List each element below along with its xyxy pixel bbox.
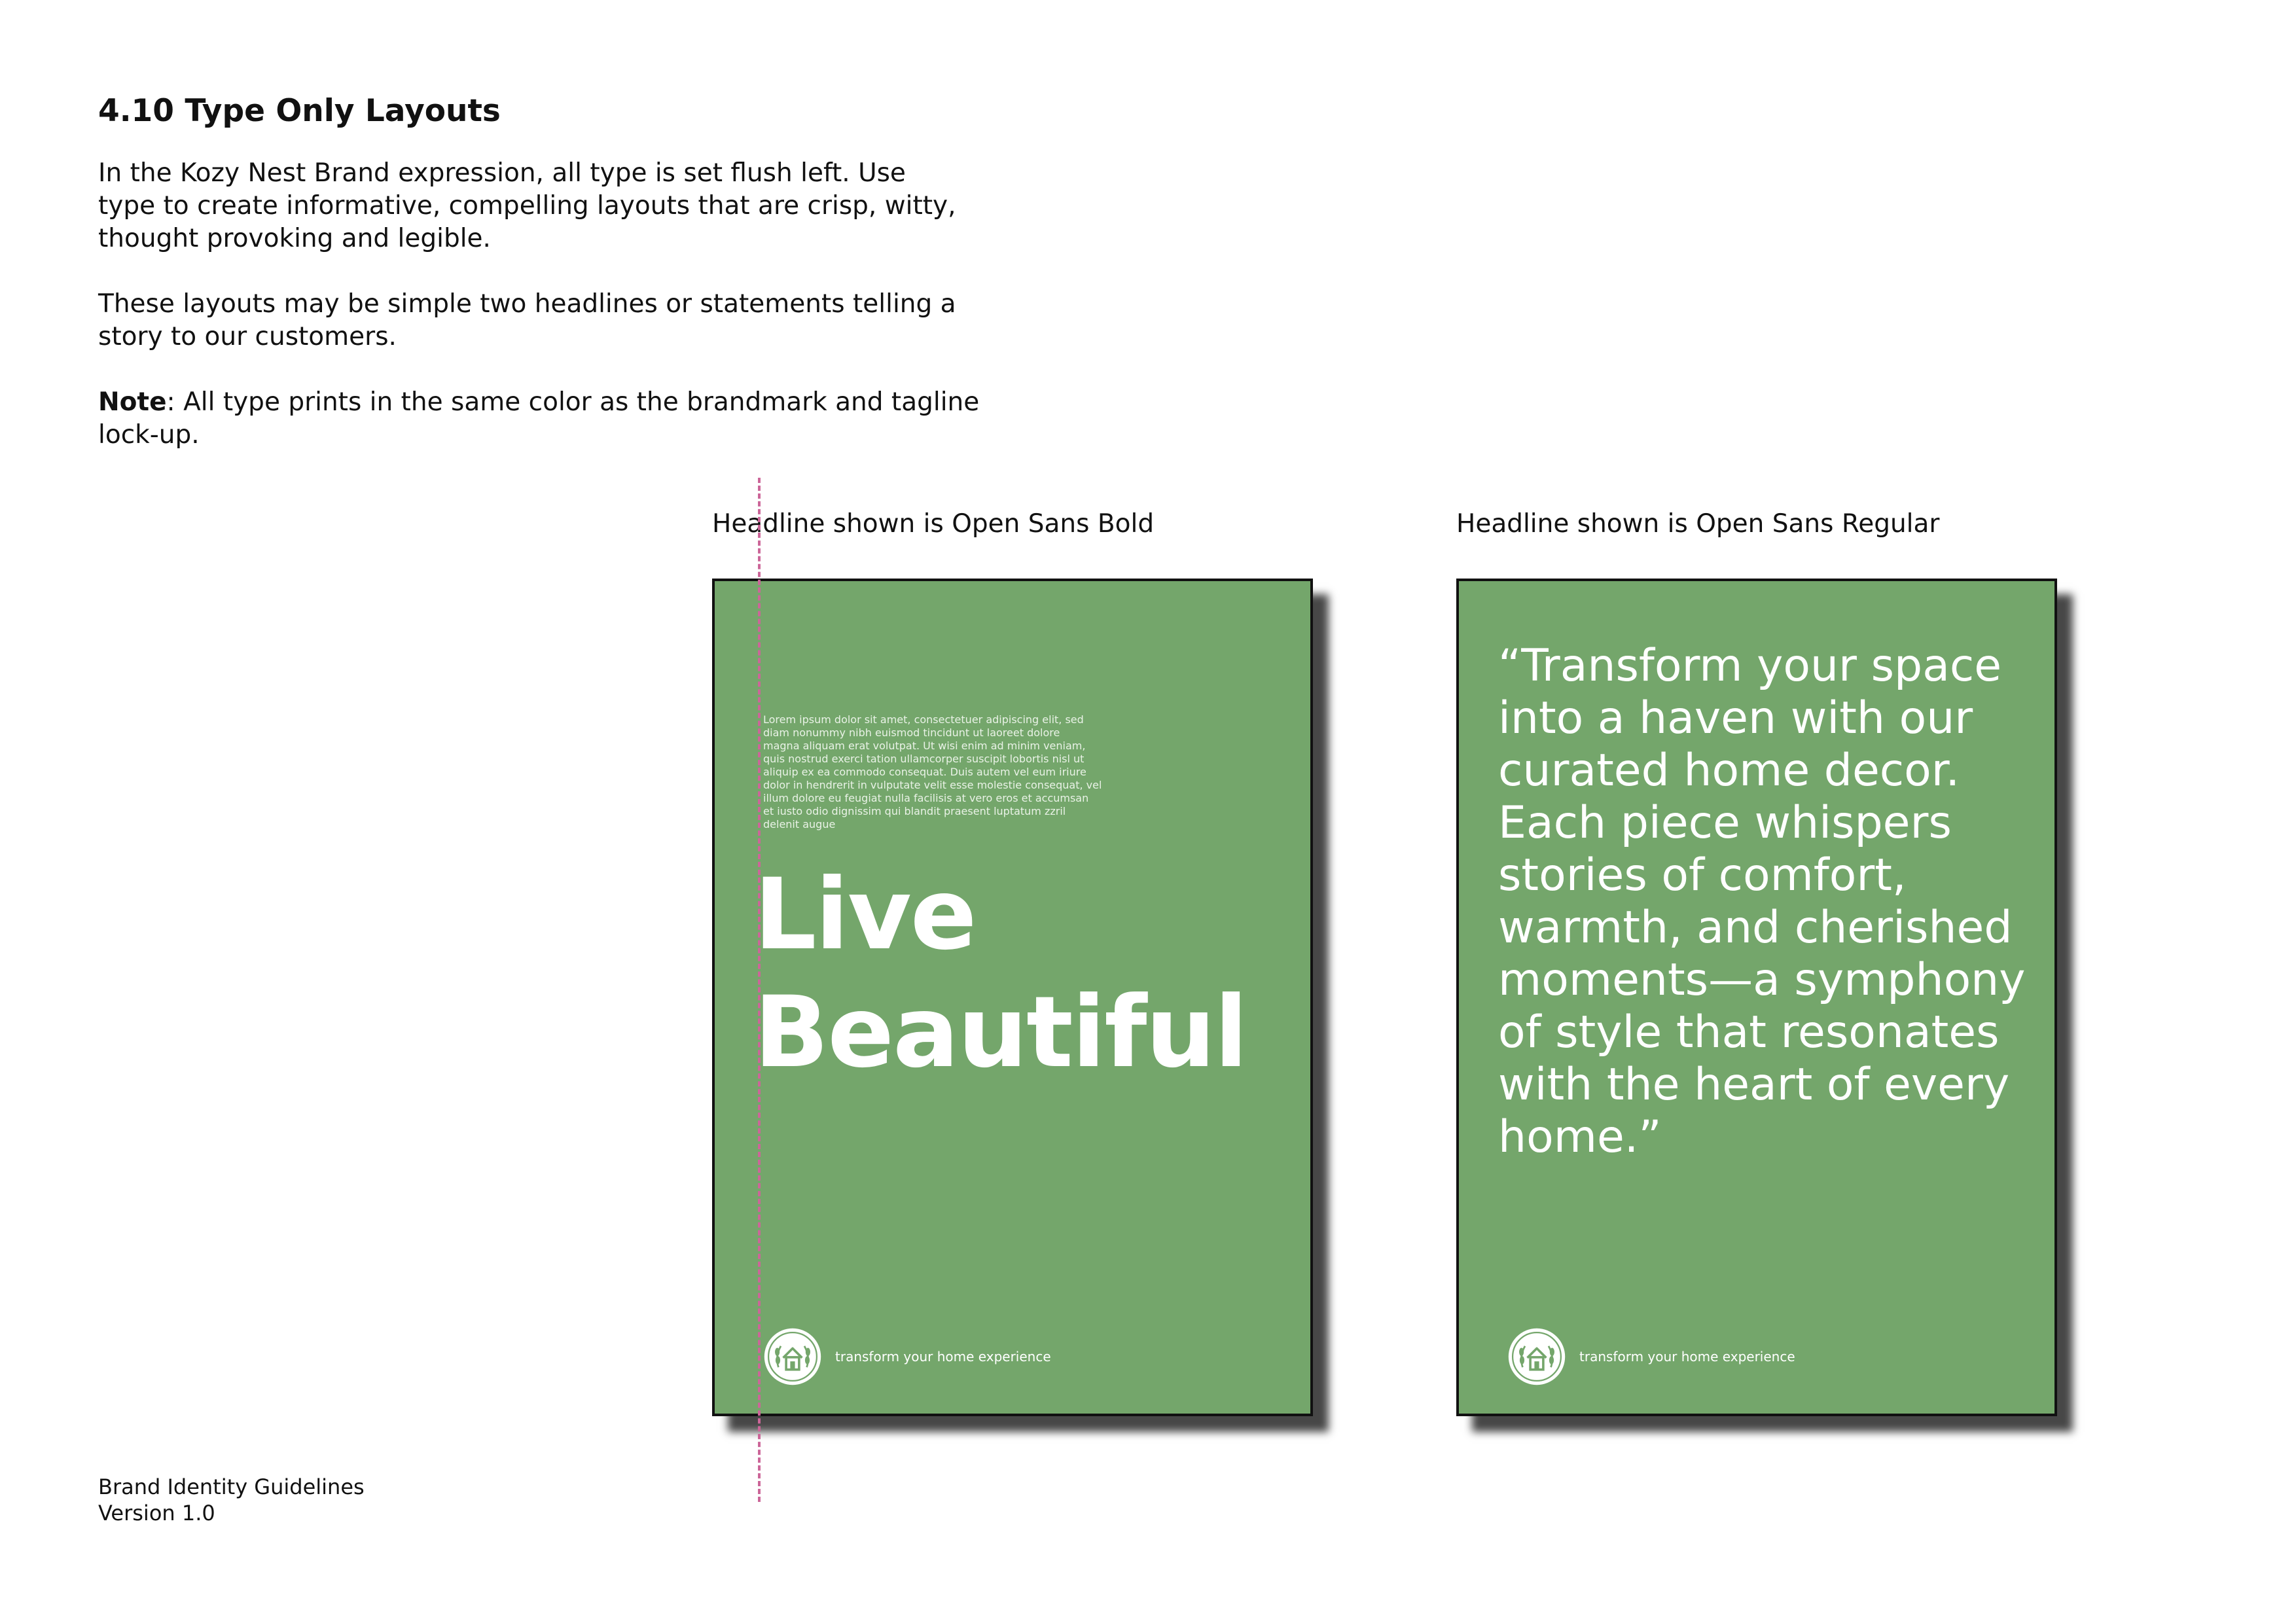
brand-lockup [763, 1327, 1051, 1386]
footer-version: Version 1.0 [98, 1501, 215, 1525]
intro-paragraph-1-line: In the Kozy Nest Brand expression, all type is set flush left. Use [98, 158, 906, 188]
intro-paragraph-1 [98, 157, 1014, 255]
quote-line: home.” [1498, 1111, 1662, 1163]
body-copy-line: dolor in hendrerit in vulputate velit esse molestie consequat, vel [763, 779, 1102, 791]
quote-line: “Transform your space [1498, 640, 2002, 692]
body-copy-line: aliquip ex ea commodo consequat. Duis autem vel eum iriure [763, 766, 1086, 778]
layout-example-regular [1456, 579, 2057, 1416]
body-copy-line: Lorem ipsum dolor sit amet, consectetuer adipiscing elit, sed [763, 713, 1084, 726]
headline-quote [1498, 640, 2026, 1164]
note-text: : All type prints in the same color as the brandmark and tagline [166, 387, 980, 417]
section-title: 4.10 Type Only Layouts [98, 93, 501, 129]
quote-line: Each piece whispers [1498, 797, 1952, 849]
intro-paragraph-1-line: type to create informative, compelling layouts that are crisp, witty, [98, 191, 956, 221]
intro-paragraph-2-line: These layouts may be simple two headlines or statements telling a [98, 289, 956, 319]
intro-paragraph-2-line: story to our customers. [98, 322, 397, 351]
note-paragraph [98, 386, 1014, 452]
body-copy-line: delenit augue [763, 818, 836, 830]
quote-line: curated home decor. [1498, 745, 1960, 796]
body-copy-line: magna aliquam erat volutpat. Ut wisi enim ad minim veniam, [763, 740, 1086, 752]
headline-line: Beautiful [754, 976, 1247, 1090]
body-copy [763, 713, 1117, 831]
alignment-guide-line [758, 478, 761, 1502]
intro-paragraph-2 [98, 288, 1014, 353]
quote-line: into a haven with our [1498, 692, 1973, 744]
quote-line: with the heart of every [1498, 1059, 2010, 1111]
note-line: lock-up. [98, 420, 200, 450]
example-caption-regular: Headline shown is Open Sans Regular [1456, 509, 1940, 539]
body-copy-line: et iusto odio dignissim qui blandit praesent luptatum zzril [763, 805, 1066, 817]
brandmark-icon [1507, 1327, 1566, 1386]
intro-text [98, 157, 1014, 484]
brand-lockup [1507, 1327, 1795, 1386]
quote-line: warmth, and cherished [1498, 902, 2013, 954]
layout-example-bold [712, 579, 1313, 1416]
headline-line: Live [754, 858, 976, 972]
example-caption-bold: Headline shown is Open Sans Bold [712, 509, 1155, 539]
body-copy-line: diam nonummy nibh euismod tincidunt ut laoreet dolore [763, 726, 1060, 739]
footer-title: Brand Identity Guidelines [98, 1474, 365, 1499]
note-label: Note [98, 387, 167, 417]
headline-bold [754, 856, 1247, 1092]
quote-line: of style that resonates [1498, 1007, 2000, 1058]
tagline: transform your home experience [835, 1349, 1051, 1364]
quote-line: stories of comfort, [1498, 849, 1907, 901]
body-copy-line: illum dolore eu feugiat nulla facilisis at vero eros et accumsan [763, 792, 1089, 804]
body-copy-line: quis nostrud exerci tation ullamcorper suscipit lobortis nisl ut [763, 753, 1085, 765]
quote-line: moments—a symphony [1498, 954, 2026, 1006]
note-line [98, 386, 1014, 419]
brandmark-icon [763, 1327, 822, 1386]
intro-paragraph-1-line: thought provoking and legible. [98, 224, 491, 253]
tagline: transform your home experience [1579, 1349, 1795, 1364]
document-footer [98, 1474, 365, 1526]
